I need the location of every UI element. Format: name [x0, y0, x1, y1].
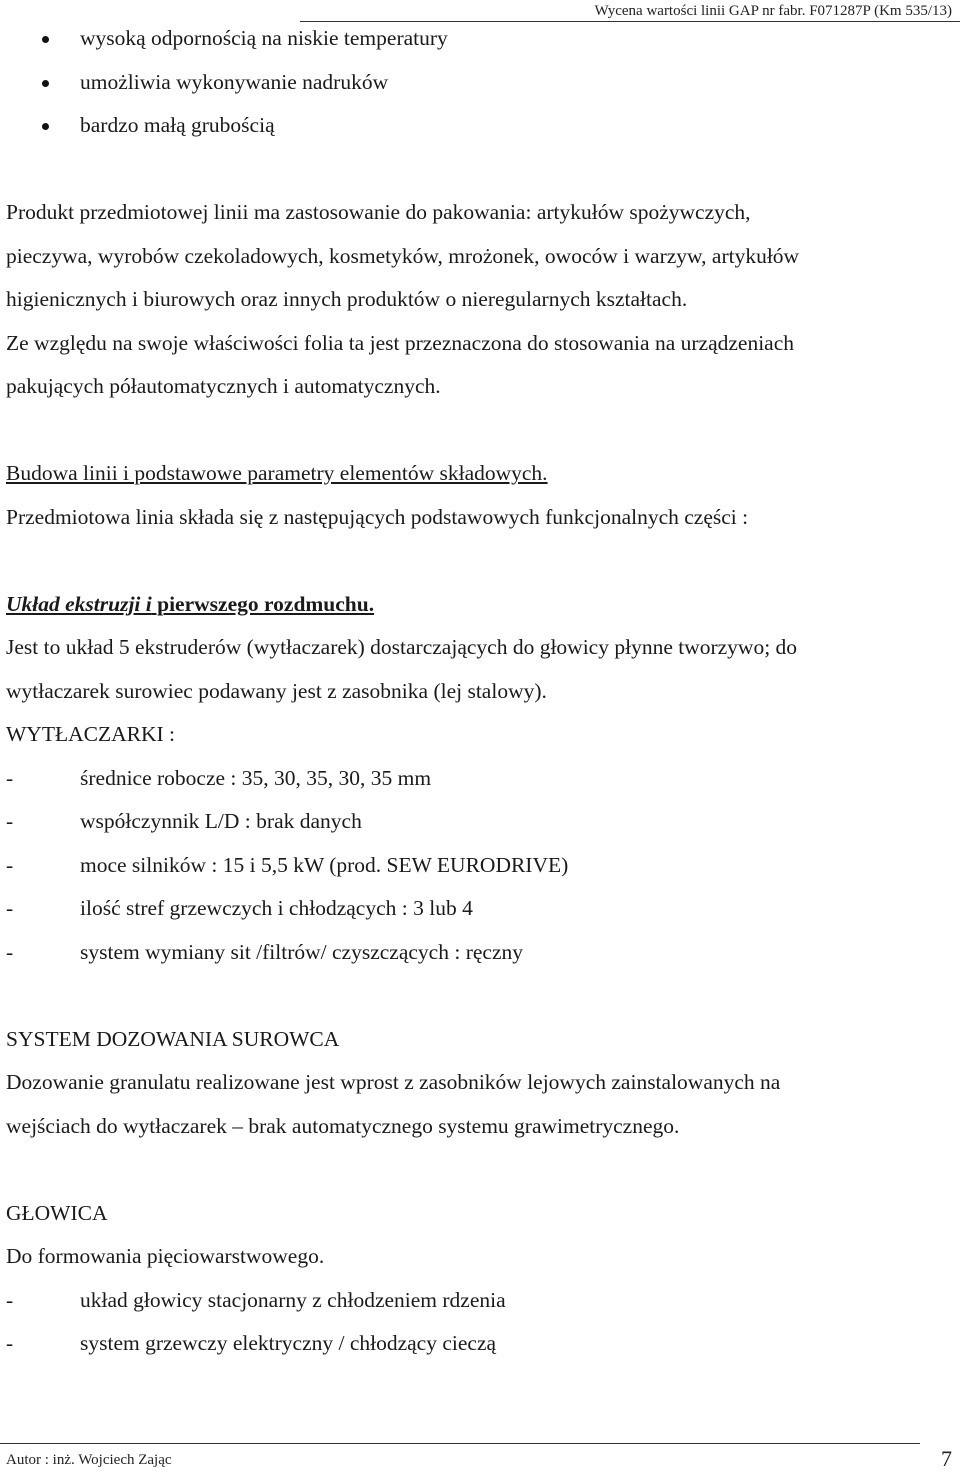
list-item [6, 17, 946, 61]
dosing-heading: SYSTEM DOZOWANIA SUROWCA [6, 1026, 340, 1051]
dash-marker: - [6, 852, 14, 877]
list-item-text: system wymiany sit /filtrów/ czyszczących : ręczny [80, 939, 523, 964]
list-item-text: współczynnik L/D : brak danych [80, 809, 362, 833]
list-item [6, 887, 946, 931]
page-number: 7 [941, 1446, 952, 1471]
list-item [6, 800, 946, 844]
list-item [6, 61, 946, 105]
footer-divider [0, 1443, 920, 1444]
bullet-text: wysoką odpornością na niskie temperatury [80, 26, 448, 50]
section-heading [6, 452, 946, 496]
running-header: Wycena wartości linii GAP nr fabr. F071287P (Km 535/13) [300, 0, 960, 22]
dash-marker: - [6, 809, 14, 833]
dash-marker: - [6, 939, 14, 964]
subsection-title [6, 583, 946, 627]
footer-author: Autor : inż. Wojciech Zając [6, 1452, 172, 1468]
paragraph-line: Ze względu na swoje właściwości folia ta jest przeznaczona do stosowania na urządzeniach [6, 330, 795, 355]
bullet-text: bardzo małą grubością [80, 113, 275, 137]
bullet-text: umożliwia wykonywanie nadruków [80, 69, 389, 94]
paragraph-line: higienicznych i biurowych oraz innych produktów o nieregularnych kształtach. [6, 287, 688, 311]
list-item [6, 931, 946, 975]
bullet-icon [42, 123, 49, 130]
list-item [6, 1279, 946, 1323]
dash-marker: - [6, 1287, 14, 1312]
paragraph-line: wytłaczarek surowiec podawany jest z zasobnika (lej stalowy). [6, 678, 547, 703]
paragraph-line: Produkt przedmiotowej linii ma zastosowanie do pakowania: artykułów spożywczych, [6, 200, 751, 224]
paragraph-line: pakujących półautomatycznych i automatycznych. [6, 374, 441, 398]
dash-marker: - [6, 1331, 14, 1355]
list-item [6, 757, 946, 801]
paragraph-line: Jest to układ 5 ekstruderów (wytłaczarek) dostarczających do głowicy płynne tworzywo; do [6, 635, 798, 659]
subsection-title-bold: pierwszego rozdmuchu. [151, 591, 375, 616]
dash-marker: - [6, 896, 14, 920]
paragraph-line: Dozowanie granulatu realizowane jest wprost z zasobników lejowych zainstalowanych na [6, 1070, 781, 1094]
page-body [6, 17, 946, 1366]
list-item [6, 844, 946, 888]
head-intro: Do formowania pięciowarstwowego. [6, 1244, 325, 1268]
paragraph-line: pieczywa, wyrobów czekoladowych, kosmetyków, mrożonek, owoców i warzyw, artykułów [6, 243, 800, 268]
list-item-text: ilość stref grzewczych i chłodzących : 3 lub 4 [80, 896, 473, 920]
subsection-title-italic: Układ ekstruzji i [6, 591, 152, 616]
dash-marker: - [6, 765, 14, 790]
list-item-text: system grzewczy elektryczny / chłodzący cieczą [80, 1331, 497, 1355]
bullet-icon [42, 80, 49, 87]
section-intro: Przedmiotowa linia składa się z następujących podstawowych funkcjonalnych części : [6, 504, 749, 529]
list-item-text: średnice robocze : 35, 30, 35, 30, 35 mm [80, 765, 432, 790]
list-item-text: układ głowicy stacjonarny z chłodzeniem rdzenia [80, 1287, 506, 1312]
list-item [6, 104, 946, 148]
list-item-text: moce silników : 15 i 5,5 kW (prod. SEW EURODRIVE) [80, 852, 569, 877]
section-heading-text: Budowa linii i podstawowe parametry elementów składowych. [6, 461, 548, 485]
paragraph-line: wejściach do wytłaczarek – brak automatycznego systemu grawimetrycznego. [6, 1113, 680, 1138]
head-heading: GŁOWICA [6, 1200, 108, 1225]
list-item [6, 1322, 946, 1366]
extruders-heading: WYTŁACZARKI : [6, 722, 175, 746]
bullet-icon [42, 36, 49, 43]
